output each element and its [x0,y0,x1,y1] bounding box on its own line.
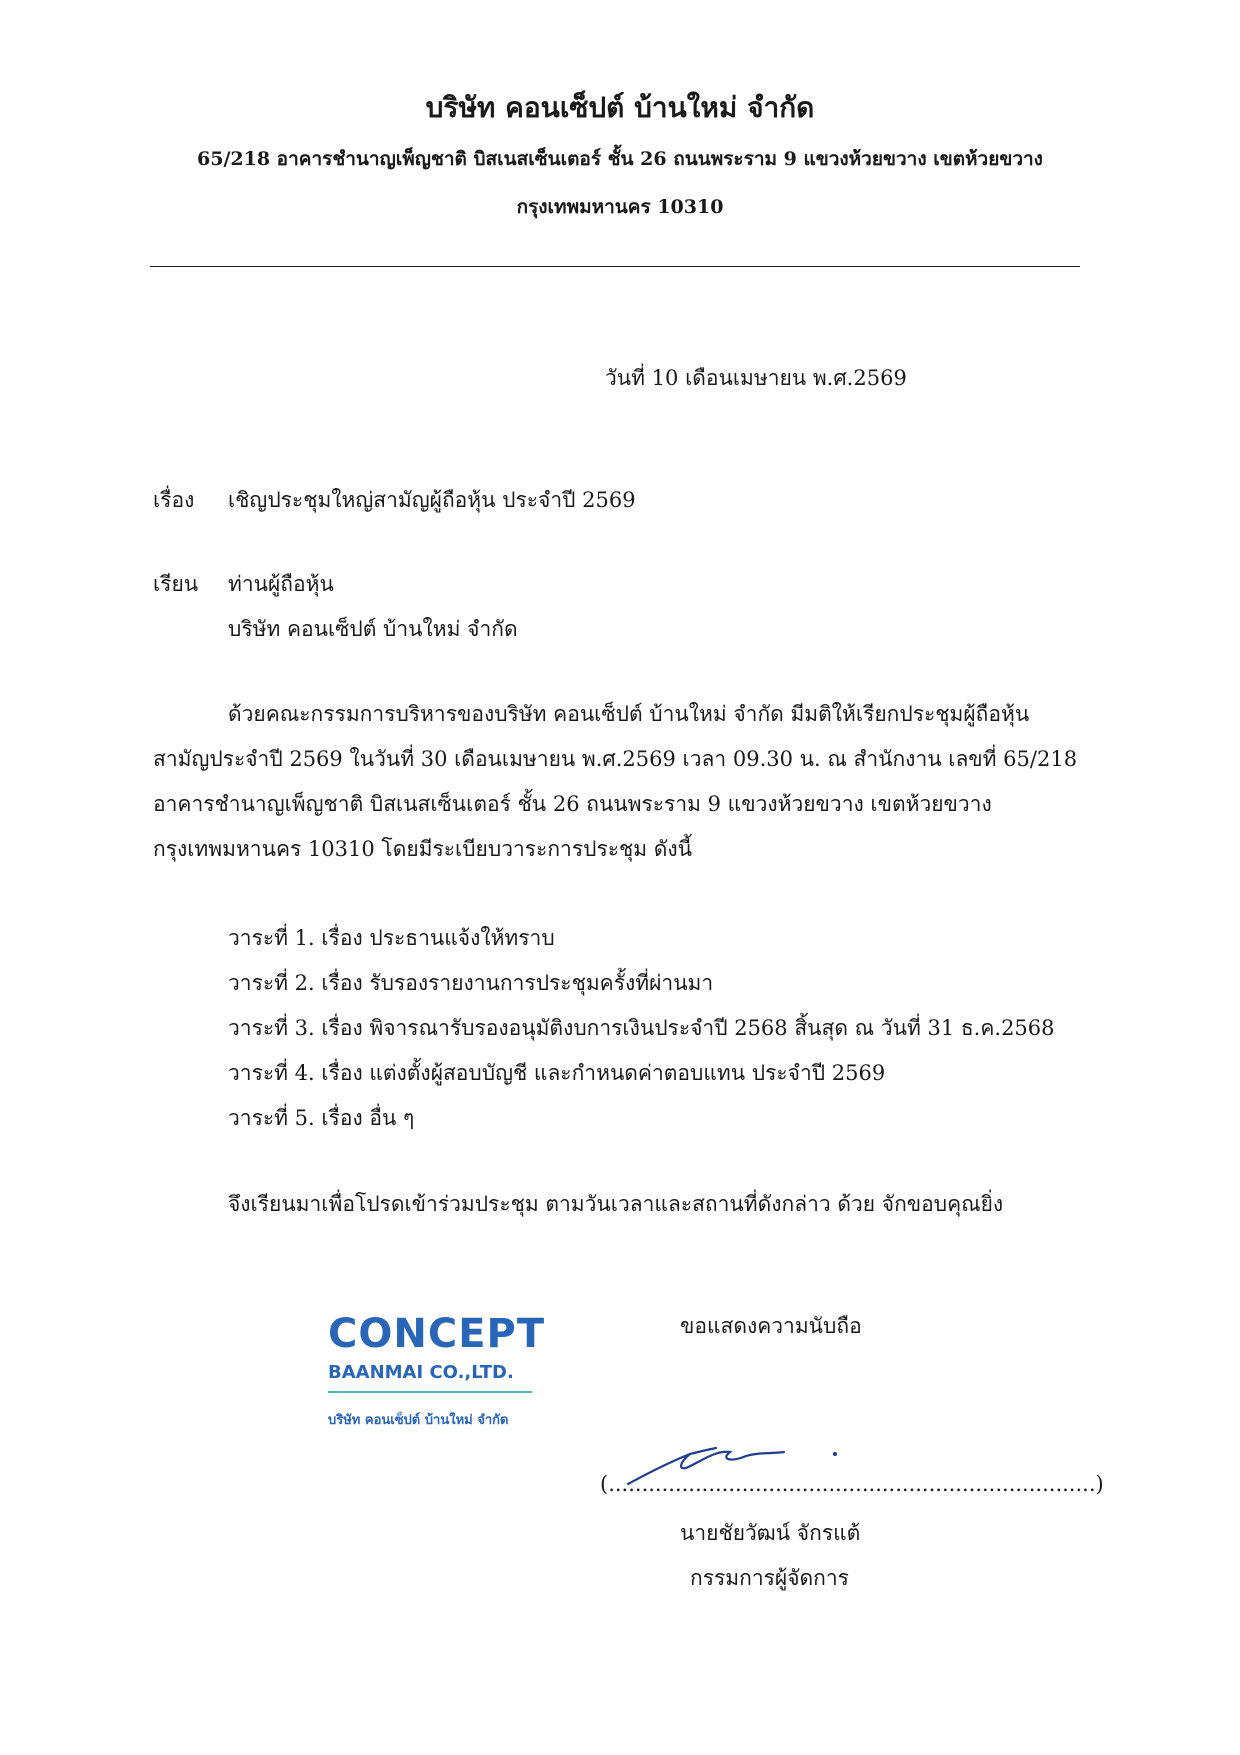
agenda-item: วาระที่ 2. เรื่อง รับรองรายงานการประชุมครั้งที่ผ่านมา [228,971,714,995]
body-paragraph-line: กรุงเทพมหานคร 10310 โดยมีระเบียบวาระการประชุม ดังนี้ [153,837,693,861]
body-paragraph-line: ด้วยคณะกรรมการบริหารของบริษัท คอนเซ็ปต์ บ้านใหม่ จำกัด มีมติให้เรียกประชุมผู้ถือหุ้น [228,702,1030,726]
body-paragraph-line: สามัญประจำปี 2569 ในวันที่ 30 เดือนเมษายน พ.ศ.2569 เวลา 09.30 น. ณ สำนักงาน เลขที่ 65/218 [153,747,1078,771]
recipient-line2: บริษัท คอนเซ็ปต์ บ้านใหม่ จำกัด [228,617,518,641]
closing-text: จึงเรียนมาเพื่อโปรดเข้าร่วมประชุม ตามวันเวลาและสถานที่ดังกล่าว ด้วย จักขอบคุณยิ่ง [228,1192,1004,1216]
stamp-line2: BAANMAI CO.,LTD. [328,1362,514,1383]
agenda-item: วาระที่ 3. เรื่อง พิจารณารับรองอนุมัติงบการเงินประจำปี 2568 สิ้นสุด ณ วันที่ 31 ธ.ค.2568 [228,1016,1055,1040]
regards-text: ขอแสดงความนับถือ [680,1314,862,1338]
body-paragraph-line: อาคารชำนาญเพ็ญชาติ บิสเนสเซ็นเตอร์ ชั้น 26 ถนนพระราม 9 แขวงห้วยขวาง เขตห้วยขวาง [153,792,992,816]
recipient-label: เรียน [153,572,199,596]
signatory-name: นายชัยวัฒน์ จักรแต้ [680,1521,861,1545]
agenda-item: วาระที่ 1. เรื่อง ประธานแจ้งให้ทราบ [228,926,555,950]
letter-date: วันที่ 10 เดือนเมษายน พ.ศ.2569 [605,366,907,390]
recipient-line1: ท่านผู้ถือหุ้น [228,572,334,596]
signatory-position: กรรมการผู้จัดการ [690,1566,849,1590]
agenda-item: วาระที่ 4. เรื่อง แต่งตั้งผู้สอบบัญชี และกำหนดค่าตอบแทน ประจำปี 2569 [228,1061,886,1085]
stamp-line1: CONCEPT [328,1311,546,1357]
header-divider [150,266,1080,267]
subject-label: เรื่อง [153,488,195,512]
stamp-line3: บริษัท คอนเซ็ปต์ บ้านใหม่ จำกัด [328,1413,509,1428]
stamp-divider [328,1391,532,1393]
subject-text: เชิญประชุมใหญ่สามัญผู้ถือหุ้น ประจำปี 2569 [228,488,636,512]
signature-line: (.........................................................................) [600,1472,1104,1496]
company-address-line1: 65/218 อาคารชำนาญเพ็ญชาติ บิสเนสเซ็นเตอร์ ชั้น 26 ถนนพระราม 9 แขวงห้วยขวาง เขตห้วยขวาง [197,148,1043,170]
company-address-line2: กรุงเทพมหานคร 10310 [516,196,724,218]
company-stamp [328,1311,546,1430]
agenda-item: วาระที่ 5. เรื่อง อื่น ๆ [228,1106,415,1130]
company-name: บริษัท คอนเซ็ปต์ บ้านใหม่ จำกัด [425,91,815,124]
